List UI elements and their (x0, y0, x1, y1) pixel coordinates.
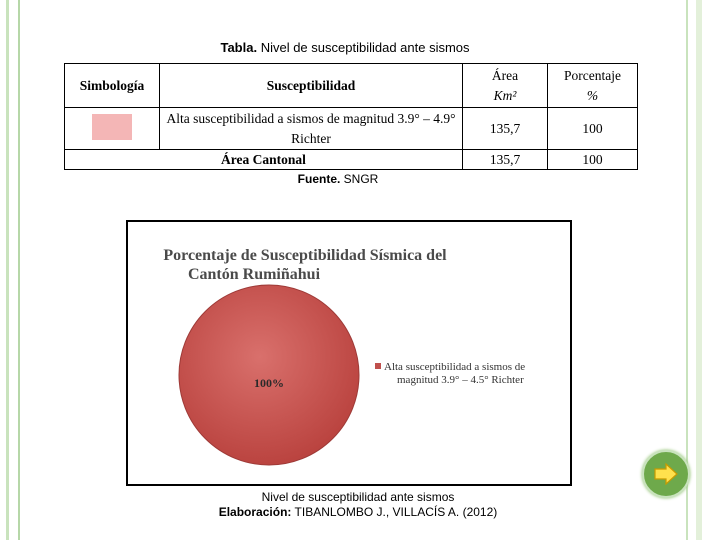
total-row (65, 150, 638, 170)
total-area: 135,7 (463, 150, 548, 170)
header-percentage-label: Porcentaje (564, 67, 621, 83)
legend-line-2: magnitud 3.9° – 4.5° Richter (397, 374, 524, 386)
left-border-decoration (0, 0, 20, 540)
header-area-units: Km² (493, 87, 517, 103)
table-header-row (65, 64, 638, 108)
table-source (0, 172, 676, 186)
symbology-cell (65, 108, 160, 150)
header-area (463, 64, 548, 108)
source-text: SNGR (340, 172, 379, 186)
header-susceptibility: Susceptibilidad (160, 64, 463, 108)
source-label: Fuente. (297, 172, 341, 186)
header-percentage (548, 64, 638, 108)
table-caption-label: Tabla. (220, 40, 258, 55)
figure-caption-credit (0, 505, 716, 520)
chart-title-line-1: Porcentaje de Susceptibilidad Sísmica del (163, 247, 447, 264)
table-row (65, 108, 638, 150)
table-caption (0, 40, 690, 55)
legend-swatch (92, 114, 132, 140)
pie-data-label: 100% (254, 376, 284, 390)
row-description: Alta susceptibilidad a sismos de magnitud 3.9° – 4.9° Richter (160, 108, 463, 150)
pie-slice (179, 285, 359, 465)
arrow-right-icon (654, 463, 678, 485)
table-caption-text: Nivel de susceptibilidad ante sismos (257, 40, 470, 55)
next-slide-button[interactable] (642, 450, 690, 498)
pie-slices (179, 285, 359, 465)
credit-text: TIBANLOMBO J., VILLACÍS A. (2012) (291, 505, 498, 519)
credit-label: Elaboración: (218, 505, 292, 519)
header-area-label: Área (491, 67, 519, 83)
row-area: 135,7 (463, 108, 548, 150)
total-label: Área Cantonal (65, 150, 463, 170)
legend-line-1: Alta susceptibilidad a sismos de (384, 361, 526, 373)
chart-title-line-2: Cantón Rumiñahui (187, 266, 321, 283)
header-percentage-units: % (586, 87, 599, 103)
right-border-decoration (686, 0, 720, 540)
row-percentage: 100 (548, 108, 638, 150)
pie-chart-svg (128, 222, 570, 484)
figure-caption-title: Nivel de susceptibilidad ante sismos (261, 490, 455, 504)
susceptibility-table (64, 63, 638, 170)
pie-chart (126, 220, 572, 486)
figure-caption (0, 490, 716, 520)
total-percentage: 100 (548, 150, 638, 170)
header-symbology: Simbología (65, 64, 160, 108)
legend-key (375, 363, 381, 369)
